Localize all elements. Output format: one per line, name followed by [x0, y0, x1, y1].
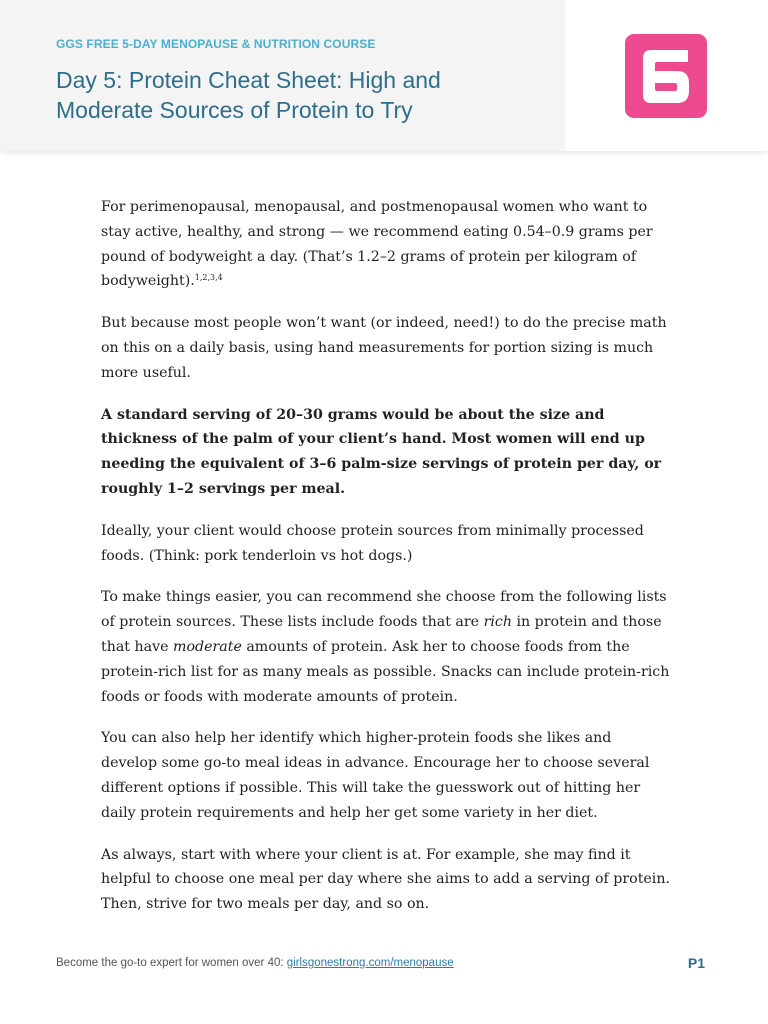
- paragraph-minimally-processed: Ideally, your client would choose protein sources from minimally processed foods. (Think: pork tenderloin vs hot dogs.): [101, 522, 644, 564]
- citation-refs: 1,2,3,4: [194, 273, 223, 283]
- paragraph-start-where-client-is: As always, start with where your client is at. For example, she may find it helpful to choose one meal per day where she aims to add a serving of protein. Then, strive for two meals per day, and so on.: [101, 846, 670, 913]
- emphasis-moderate: moderate: [173, 638, 242, 655]
- paragraph-hand-measurements: But because most people won’t want (or indeed, need!) to do the precise math on this on a daily basis, using hand measurements for portion sizing is much more useful.: [101, 315, 667, 381]
- paragraph-text: in protein and those that have: [101, 614, 662, 655]
- paragraph-protein-lists: [101, 585, 671, 709]
- girls-gone-strong-logo-icon: [625, 34, 707, 118]
- course-label: GGS FREE 5-DAY MENOPAUSE & NUTRITION COURSE: [56, 37, 376, 51]
- header-title-panel: [0, 0, 565, 151]
- paragraph-serving-size: A standard serving of 20–30 grams would be about the size and thickness of the palm of your client’s hand. Most women will end up needing the equivalent of 3–6 palm-size servings of protein per day, or roughly 1–2 servings per meal.: [101, 406, 662, 497]
- page-header: [0, 0, 768, 151]
- main-content: [101, 195, 671, 934]
- emphasis-rich: rich: [483, 614, 512, 631]
- paragraph-intake-recommendation: [101, 195, 671, 294]
- page-title: Day 5: Protein Cheat Sheet: High and Moderate Sources of Protein to Try: [56, 67, 441, 123]
- paragraph-text: To make things easier, you can recommend she choose from the following lists of protein sources. These lists include foods that are: [101, 589, 667, 631]
- footer-link[interactable]: girlsgonestrong.com/menopause: [286, 957, 454, 969]
- footer-cta-text: Become the go-to expert for women over 40:: [56, 957, 287, 969]
- paragraph-meal-ideas: You can also help her identify which higher-protein foods she likes and develop some go-to meal ideas in advance. Encourage her to choose several different options if possible. This will take the guesswork out of hitting her daily protein requirements and help her get some variety in her diet.: [101, 730, 650, 821]
- footer-cta: [56, 957, 454, 969]
- paragraph-text: amounts of protein. Ask her to choose foods from the protein-rich list for as many meals as possible. Snacks can include protein-rich foods or foods with moderate amounts of protein.: [101, 638, 670, 705]
- paragraph-text: For perimenopausal, menopausal, and postmenopausal women who want to stay active, healthy, and strong — we recommend eating 0.54–0.9 grams per pound of bodyweight a day. (That’s 1.2–2 grams of protein per kilogram of bodyweight).: [101, 199, 653, 290]
- page-number: P1: [687, 955, 705, 971]
